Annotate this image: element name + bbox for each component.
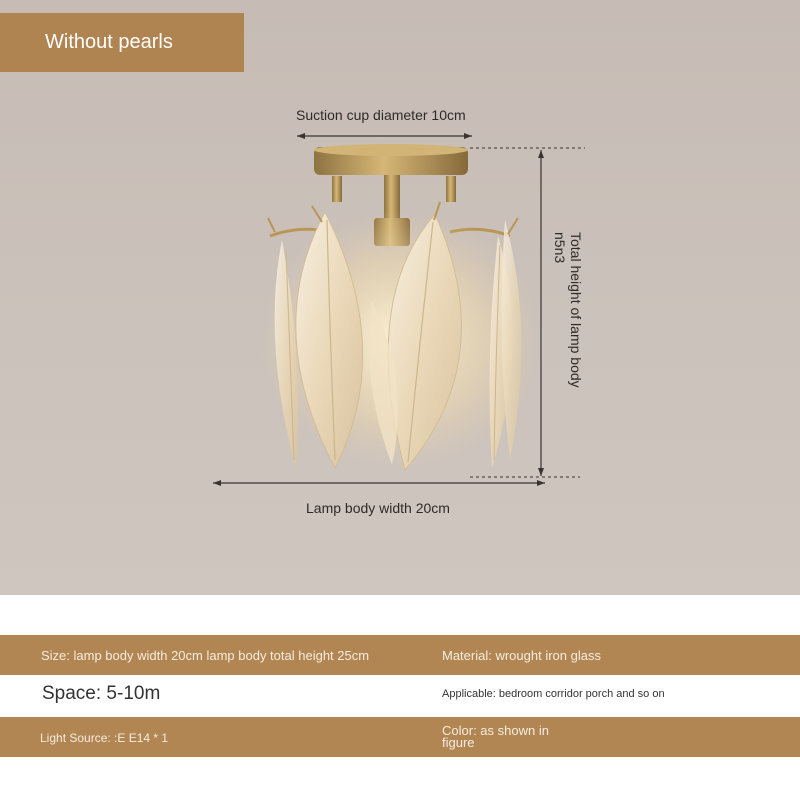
spec-material: Material: wrought iron glass — [442, 648, 601, 663]
total-height-label — [552, 232, 584, 410]
spec-row-space-applicable — [0, 675, 800, 717]
bottom-margin — [0, 757, 800, 800]
spec-color — [442, 725, 549, 749]
spec-applicable: Applicable: bedroom corridor porch and so on — [442, 688, 665, 700]
spec-space: Space: 5-10m — [42, 683, 161, 704]
spec-light-source: Light Source: :E E14 * 1 — [40, 731, 169, 745]
total-height-line-2: n5n3 — [552, 232, 568, 264]
suction-cup-diameter-label: Suction cup diameter 10cm — [296, 107, 466, 123]
variant-badge: Without pearls — [0, 13, 244, 72]
spec-color-line-1: Color: as shown in — [442, 723, 549, 738]
spec-size: Size: lamp body width 20cm lamp body total height 25cm — [41, 648, 370, 663]
spec-row-size-material — [0, 635, 800, 675]
spacer — [0, 595, 800, 635]
lamp-body-width-label: Lamp body width 20cm — [306, 500, 450, 516]
spec-color-line-2: figure — [442, 735, 475, 750]
total-height-line-1: Total height of lamp body — [568, 232, 584, 388]
spec-row-light-color — [0, 717, 800, 757]
